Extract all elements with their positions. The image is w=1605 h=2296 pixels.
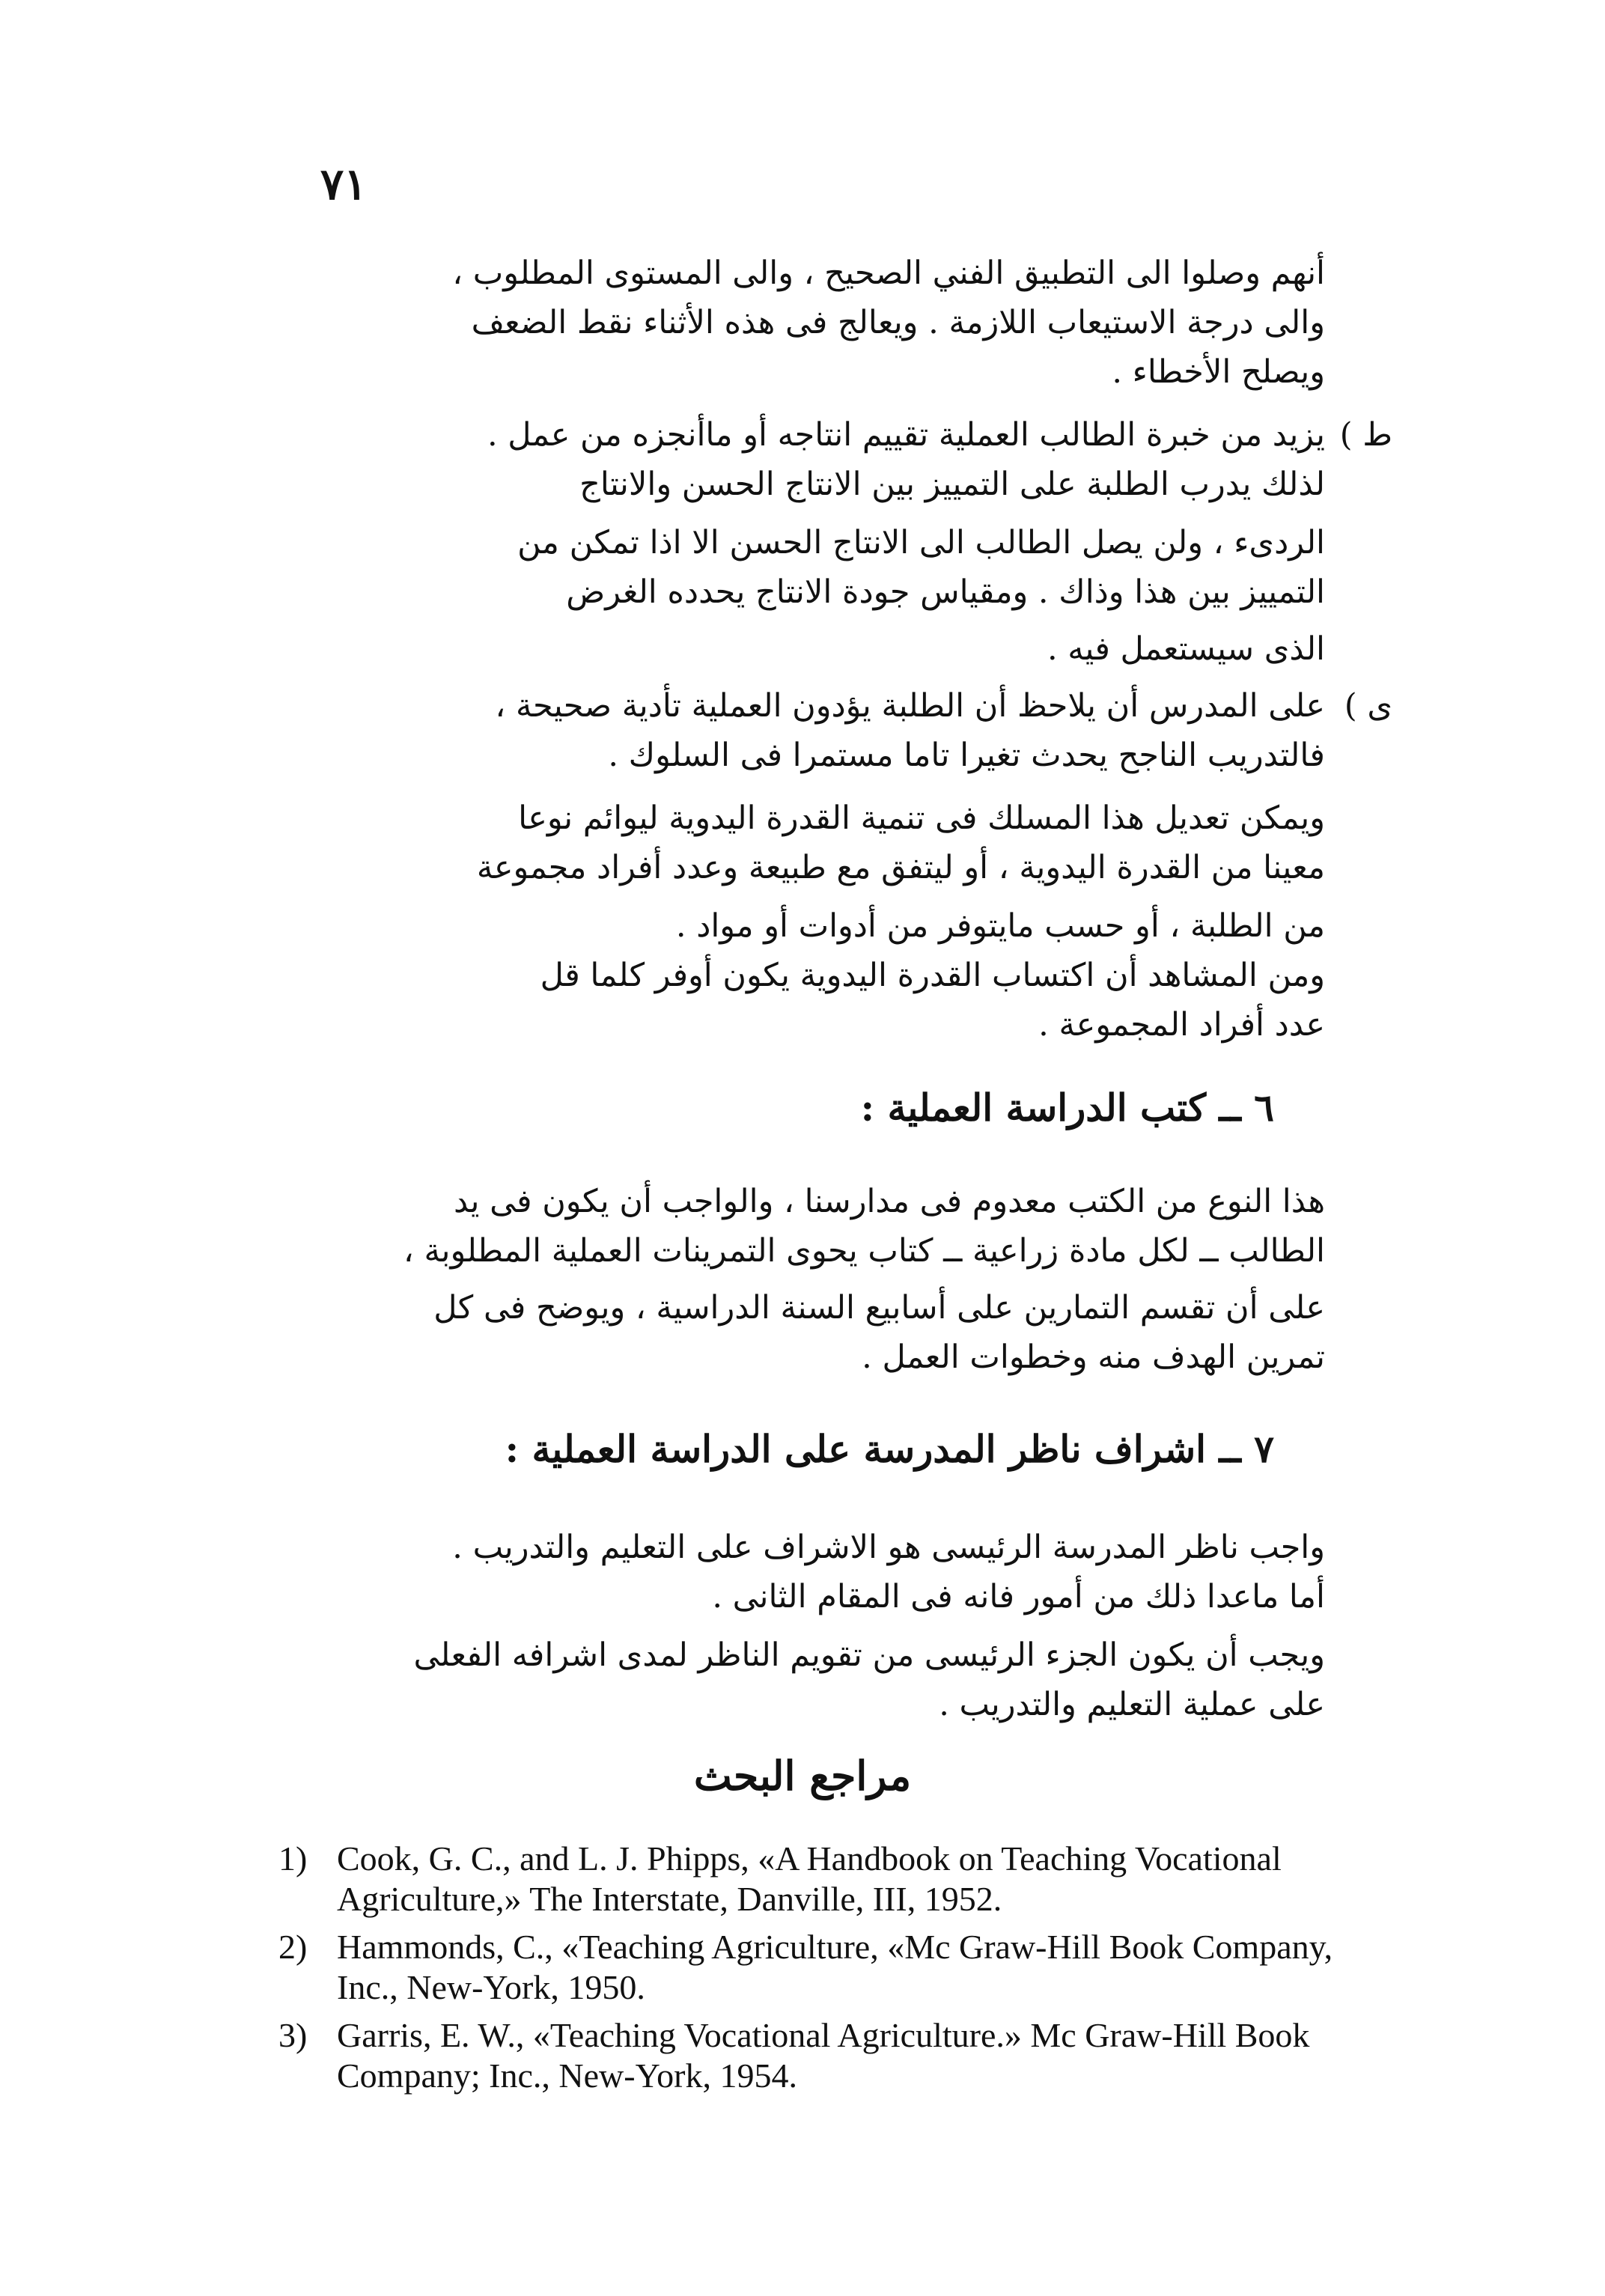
text-line: ومن المشاهد أن اكتساب القدرة اليدوية يكون أوفر كلما قل (540, 957, 1325, 994)
section-heading-7: ٧ ــ اشراف ناظر المدرسة على الدراسة العملية : (505, 1427, 1274, 1471)
reference-item (278, 1927, 1341, 2008)
text-line: ويمكن تعديل هذا المسلك فى تنمية القدرة اليدوية ليوائم نوعا (518, 800, 1325, 837)
paragraph-intro (277, 249, 1325, 397)
text-line: من الطلبة ، أو حسب مايتوفر من أدوات أو مواد . (675, 907, 1325, 945)
text-line: معينا من القدرة اليدوية ، أو ليتفق مع طبيعة وعدد أفراد مجموعة (476, 849, 1325, 886)
paragraph-adjust (277, 794, 1325, 951)
reference-number: 1) (278, 1839, 308, 1878)
reference-item (278, 2015, 1341, 2096)
list-marker: ط ) (1339, 416, 1392, 454)
list-marker: ى ) (1344, 687, 1392, 725)
paragraph-books (277, 1177, 1325, 1382)
text-line: على المدرس أن يلاحظ أن الطلبة يؤدون العملية تأدية صحيحة ، (495, 687, 1325, 725)
text-line: والى درجة الاستيعاب اللازمة . ويعالج فى هذه الأثناء نقط الضعف (471, 304, 1325, 341)
text-line: هذا النوع من الكتب معدوم فى مدارسنا ، والواجب أن يكون فى يد (453, 1183, 1325, 1220)
text-line: الطالب ــ لكل مادة زراعية ــ كتاب يحوى التمرينات العملية المطلوبة ، (403, 1232, 1325, 1270)
text-line: تمرين الهدف منه وخطوات العمل . (862, 1339, 1325, 1376)
list-item-t (277, 410, 1392, 674)
text-line: على أن تقسم التمارين على أسابيع السنة الدراسية ، ويوضح فى كل (433, 1289, 1325, 1327)
text-line: الردىء ، ولن يصل الطالب الى الانتاج الحسن الا اذا تمكن من (517, 524, 1325, 561)
text-line: واجب ناظر المدرسة الرئيسى هو الاشراف على التعليم والتدريب . (452, 1529, 1325, 1566)
list-item-y (277, 681, 1392, 780)
text-line: عدد أفراد المجموعة . (1038, 1006, 1325, 1044)
reference-text: Hammonds, C., «Teaching Agriculture, «Mc Graw-Hill Book Company, Inc., New-York, 1950. (337, 1928, 1333, 2006)
paragraph-principal-2 (277, 1630, 1325, 1729)
text-line: التمييز بين هذا وذاك . ومقياس جودة الانتاج يحدده الغرض (566, 573, 1325, 611)
text-line: أنهم وصلوا الى التطبيق الفني الصحيح ، والى المستوى المطلوب ، (452, 255, 1325, 292)
text-line: أما ماعدا ذلك من أمور فانه فى المقام الثانى . (712, 1578, 1325, 1616)
reference-number: 3) (278, 2016, 308, 2054)
reference-number: 2) (278, 1928, 308, 1966)
text-line: ويصلح الأخطاء . (1112, 353, 1325, 391)
section-heading-6: ٦ ــ كتب الدراسة العملية : (860, 1085, 1274, 1130)
text-line: على عملية التعليم والتدريب . (939, 1686, 1325, 1723)
reference-text: Cook, G. C., and L. J. Phipps, «A Handbook on Teaching Vocational Agriculture,» The Interstate, Danville, III, 1952. (337, 1839, 1282, 1918)
text-line: ويجب أن يكون الجزء الرئيسى من تقويم الناظر لمدى اشرافه الفعلى (413, 1636, 1325, 1674)
paragraph-observed (277, 951, 1325, 1050)
reference-text: Garris, E. W., «Teaching Vocational Agriculture.» Mc Graw-Hill Book Company; Inc., New-York, 1954. (337, 2016, 1310, 2095)
paragraph-principal-1 (277, 1523, 1325, 1621)
references-list (278, 1839, 1341, 2104)
page-number: ٧١ (320, 159, 368, 210)
text-line: فالتدريب الناجح يحدث تغيرا تاما مستمرا فى السلوك . (608, 737, 1325, 774)
reference-item (278, 1839, 1341, 1919)
references-heading: مراجع البحث (693, 1752, 912, 1800)
text-line: لذلك يدرب الطلبة على التمييز بين الانتاج الحسن والانتاج (579, 466, 1325, 503)
text-line: يزيد من خبرة الطالب العملية تقييم انتاجه أو ماأنجزه من عمل . (487, 416, 1325, 454)
text-line: الذى سيستعمل فيه . (1047, 630, 1325, 668)
